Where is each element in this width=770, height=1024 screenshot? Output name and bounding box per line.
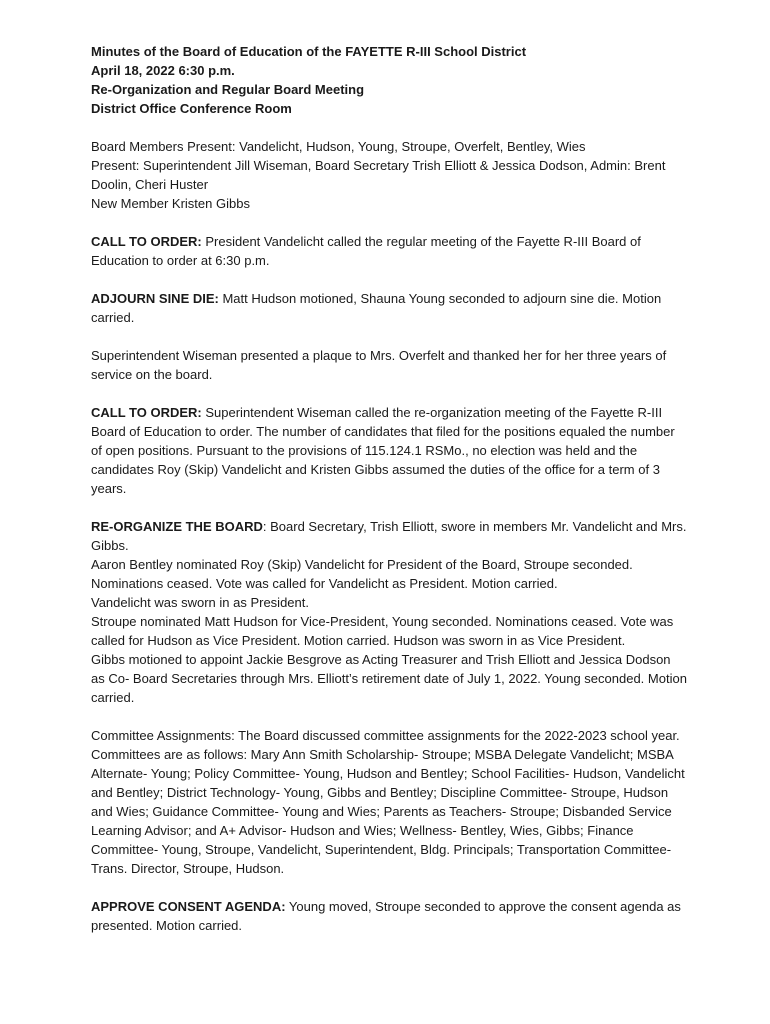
- call-to-order-reorganization: [91, 403, 687, 498]
- adjourn-label: ADJOURN SINE DIE:: [91, 291, 219, 306]
- header-meeting-type: Re-Organization and Regular Board Meeting: [91, 82, 365, 97]
- approve-consent-agenda: [91, 897, 687, 935]
- new-member: New Member Kristen Gibbs: [91, 196, 250, 211]
- reorganize-text: : Board Secretary, Trish Elliott, swore in members Mr. Vandelicht and Mrs. Gibbs.: [91, 519, 687, 553]
- header-location: District Office Conference Room: [91, 101, 292, 116]
- document-header: [91, 42, 687, 118]
- adjourn-text: Matt Hudson motioned, Shauna Young seconded to adjourn sine die. Motion carried.: [91, 291, 662, 325]
- call-to-order-regular: [91, 232, 687, 270]
- committee-assignments: Committee Assignments: The Board discussed committee assignments for the 2022-2023 school year. Committees are as follows: Mary Ann Smith Scholarship- Stroupe; MSBA Delegate Vandelicht; MSBA Alternate- Young; Policy Committee- Young, Hudson and Bentley; School Facilities- Hudson, Vandelicht and Bentley; District Technology- Young, Gibbs and Bentley; Discipline Committee- Stroupe, Hudson and Wies; Guidance Committee- Young and Wies; Parents as Teachers- Stroupe; Disbanded Service Learning Advisor; and A+ Advisor- Hudson and Wies; Wellness- Bentley, Wies, Gibbs; Finance Committee- Young, Stroupe, Vandelicht, Superintendent, Bldg. Principals; Transportation Committee- Trans. Director, Stroupe, Hudson.: [91, 728, 685, 876]
- president-nomination: Aaron Bentley nominated Roy (Skip) Vandelicht for President of the Board, Stroupe seconded. Nominations ceased. Vote was called for Vandelicht as President. Motion carried.: [91, 557, 633, 591]
- header-date: April 18, 2022 6:30 p.m.: [91, 63, 235, 78]
- header-title: Minutes of the Board of Education of the FAYETTE R-III School District: [91, 44, 527, 59]
- treasurer-secretary-appointment: Gibbs motioned to appoint Jackie Besgrove as Acting Treasurer and Trish Elliott and Jessica Dodson as Co- Board Secretaries through Mrs. Elliott’s retirement date of July 1, 2022. Young seconded. Motion carried.: [91, 652, 687, 705]
- reorganize-intro: [91, 517, 687, 555]
- document-page: [91, 42, 687, 954]
- members-present: Board Members Present: Vandelicht, Hudson, Young, Stroupe, Overfelt, Bentley, Wies: [91, 139, 586, 154]
- others-present: Present: Superintendent Jill Wiseman, Board Secretary Trish Elliott & Jessica Dodson, Admin: Brent Doolin, Cheri Huster: [91, 158, 666, 192]
- vice-president-nomination: Stroupe nominated Matt Hudson for Vice-President, Young seconded. Nominations ceased. Vote was called for Hudson as Vice President. Motion carried. Hudson was sworn in as Vice President.: [91, 614, 674, 648]
- adjourn-sine-die: [91, 289, 687, 327]
- call-to-order-reorg-label: CALL TO ORDER:: [91, 405, 202, 420]
- reorganize-label: RE-ORGANIZE THE BOARD: [91, 519, 263, 534]
- call-to-order-text: President Vandelicht called the regular meeting of the Fayette R-III Board of Education to order at 6:30 p.m.: [91, 234, 641, 268]
- consent-label: APPROVE CONSENT AGENDA:: [91, 899, 286, 914]
- reorganize-section: [91, 517, 687, 707]
- call-to-order-reorg-text: Superintendent Wiseman called the re-organization meeting of the Fayette R-III Board of Education to order. The number of candidates that filed for the positions equaled the number of open positions. Pursuant to the provisions of 115.124.1 RSMo., no election was held and the candidates Roy (Skip) Vandelicht and Kristen Gibbs assumed the duties of the office for a term of 3 years.: [91, 405, 675, 496]
- consent-text: Young moved, Stroupe seconded to approve the consent agenda as presented. Motion carried.: [91, 899, 681, 933]
- plaque-presentation: Superintendent Wiseman presented a plaque to Mrs. Overfelt and thanked her for her three years of service on the board.: [91, 348, 667, 382]
- president-sworn-in: Vandelicht was sworn in as President.: [91, 595, 309, 610]
- call-to-order-label: CALL TO ORDER:: [91, 234, 202, 249]
- attendance-section: [91, 137, 687, 213]
